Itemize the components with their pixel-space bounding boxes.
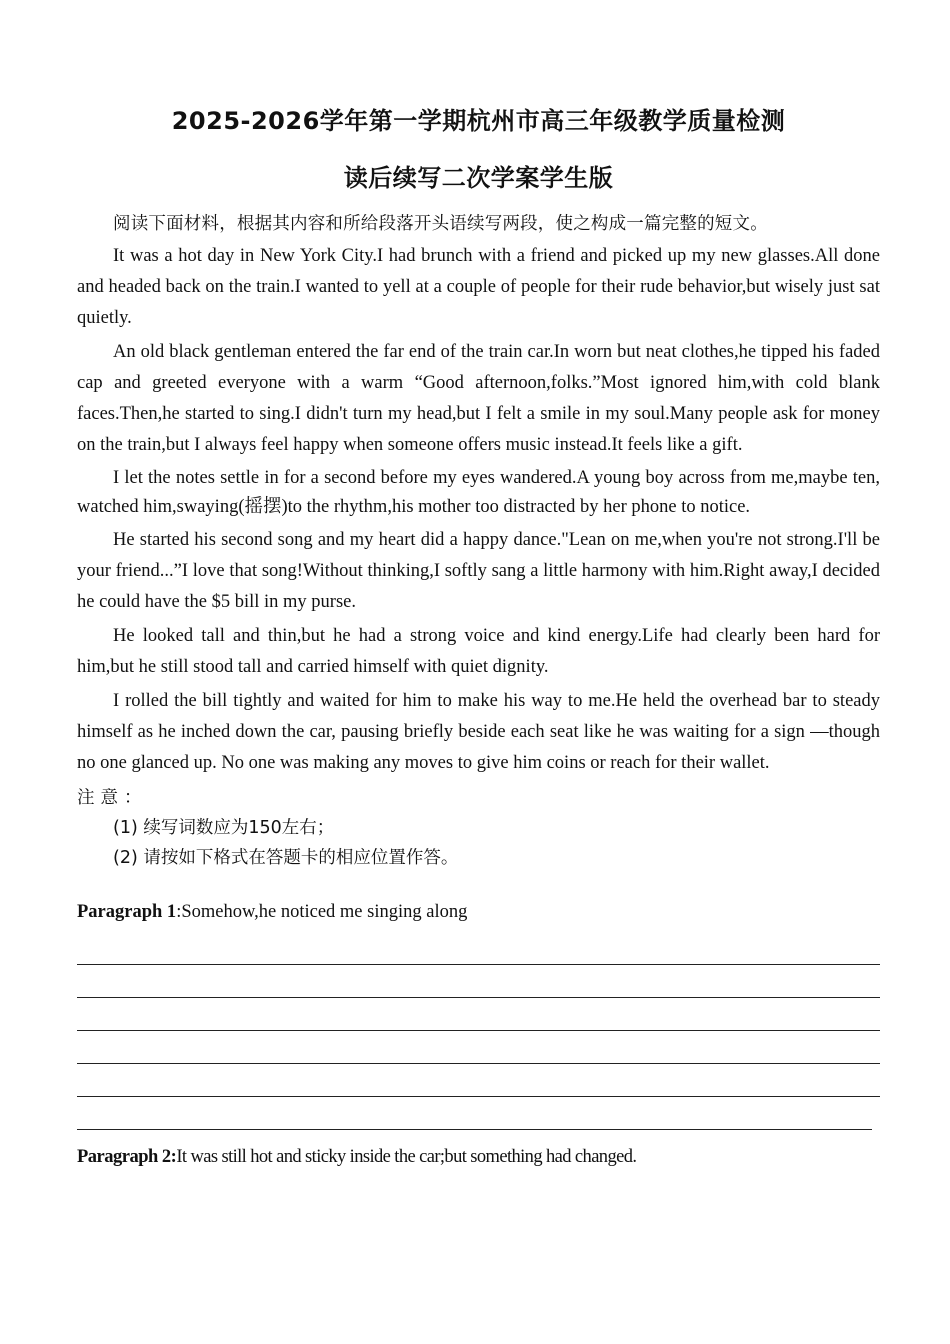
answer-line[interactable] <box>77 1064 880 1097</box>
note-item: (1) 续写词数应为150左右； <box>113 818 335 838</box>
story-paragraph: An old black gentleman entered the far end of the train car.In worn but neat clothes,he tipped his faded cap and greeted everyone with a warm “Good afternoon,folks.”Most ignored him,with cold blank faces.Then,he started to sing.I didn't turn my head,but I felt a smile in my soul.Many people ask for money on the train,but I always feel happy when someone offers music instead.It feels like a gift. <box>77 342 880 455</box>
paragraph1-opening: :Somehow,he noticed me singing along <box>176 902 468 922</box>
paragraph1-prompt <box>77 898 880 926</box>
story-paragraph: I let the notes settle in for a second before my eyes wandered.A young boy across from me,maybe ten, watched him,swaying(摇摆)to the rhythm,his mother too distracted by her phone to notice. <box>77 468 880 517</box>
story-paragraph: I rolled the bill tightly and waited for him to make his way to me.He held the overhead bar to steady himself as he inched down the car, pausing briefly beside each seat like he was waiting for a sign —though no one glanced up. No one was making any moves to give him coins or reach for their wallet. <box>77 691 880 773</box>
paragraph2-prompt <box>77 1143 880 1171</box>
story-paragraph: He started his second song and my heart did a happy dance."Lean on me,when you're not strong.I'll be your friend...”I love that song!Without thinking,I softly sang a little harmony with him.Right away,I decided he could have the $5 bill in my purse. <box>77 530 880 612</box>
paragraph1-label: Paragraph 1 <box>77 902 177 922</box>
answer-line[interactable] <box>77 1097 872 1130</box>
worksheet-subtitle: 读后续写二次学案学生版 <box>343 164 614 192</box>
answer-line[interactable] <box>77 932 880 965</box>
worksheet-title: 2025-2026学年第一学期杭州市高三年级教学质量检测 <box>171 107 786 135</box>
worksheet-page <box>77 96 880 1171</box>
story-paragraph: It was a hot day in New York City.I had brunch with a friend and picked up my new glasses.All done and headed back on the train.I wanted to yell at a couple of people for their rude behavior,but wisely just sat quietly. <box>77 246 880 328</box>
answer-line[interactable] <box>77 998 880 1031</box>
notes-heading: 注意： <box>77 788 148 808</box>
story-paragraph: He looked tall and thin,but he had a strong voice and kind energy.Life had clearly been hard for him,but he still stood tall and carried himself with quiet dignity. <box>77 626 880 677</box>
answer-line[interactable] <box>77 1031 880 1064</box>
paragraph2-label: Paragraph 2: <box>77 1147 177 1167</box>
task-instruction: 阅读下面材料，根据其内容和所给段落开头语续写两段，使之构成一篇完整的短文。 <box>113 214 768 234</box>
note-item: (2) 请按如下格式在答题卡的相应位置作答。 <box>113 848 459 868</box>
paragraph2-opening: It was still hot and sticky inside the car;but something had changed. <box>176 1147 637 1167</box>
story-text <box>77 241 880 779</box>
answer-line[interactable] <box>77 965 880 998</box>
answer-lines <box>77 932 880 1130</box>
